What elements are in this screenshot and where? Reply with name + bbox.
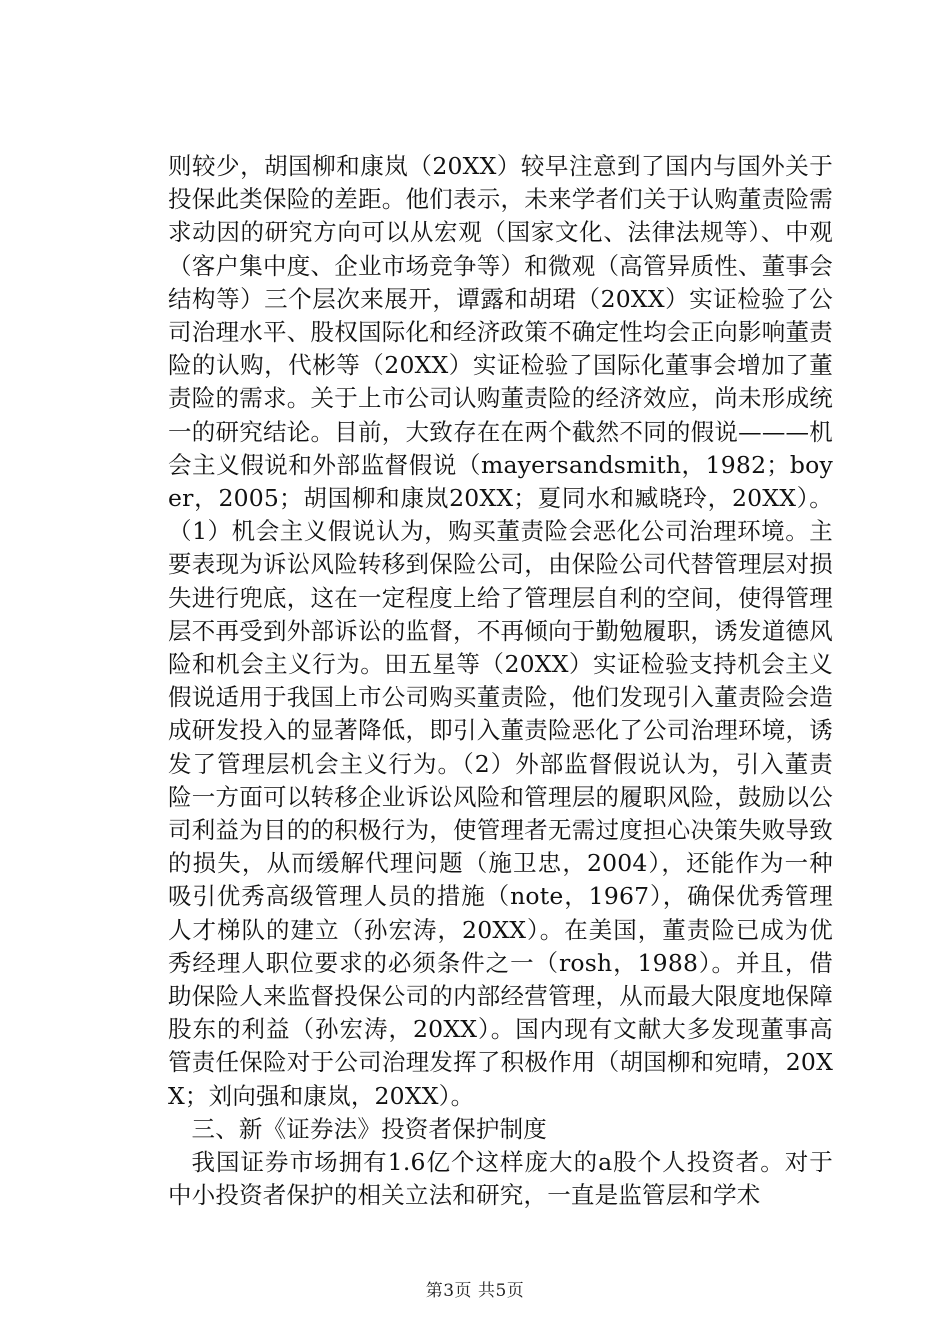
- document-body: [168, 150, 833, 1213]
- section-heading: 三、新《证券法》投资者保护制度: [191, 1114, 547, 1143]
- paragraph-continued: 则较少，胡国柳和康岚（20XX）较早注意到了国内与国外关于投保此类保险的差距。他们表示，未来学者们关于认购董责险需求动因的研究方向可以从宏观（国家文化、法律法规等）、中观（客户集中度、企业市场竞争等）和微观（高管异质性、董事会结构等）三个层次来展开，谭露和胡珺（20XX）实证检验了公司治理水平、股权国际化和经济政策不确定性均会正向影响董责险的认购，代彬等（20XX）实证检验了国际化董事会增加了董责险的需求。关于上市公司认购董责险的经济效应，尚未形成统一的研究结论。目前，大致存在在两个截然不同的假说———机会主义假说和外部监督假说（mayersandsmith，1982；boyer，2005；胡国柳和康岚20XX；夏同水和臧晓玲，20XX）。（1）机会主义假说认为，购买董责险会恶化公司治理环境。主要表现为诉讼风险转移到保险公司，由保险公司代替管理层对损失进行兜底，这在一定程度上给了管理层自利的空间，使得管理层不再受到外部诉讼的监督，不再倾向于勤勉履职，诱发道德风险和机会主义行为。田五星等（20XX）实证检验支持机会主义假说适用于我国上市公司购买董责险，他们发现引入董责险会造成研发投入的显著降低，即引入董责险恶化了公司治理环境，诱发了管理层机会主义行为。（2）外部监督假说认为，引入董责险一方面可以转移企业诉讼风险和管理层的履职风险，鼓励以公司利益为目的的积极行为，使管理者无需过度担心决策失败导致的损失，从而缓解代理问题（施卫忠，2004），还能作为一种吸引优秀高级管理人员的措施（note，1967），确保优秀管理人才梯队的建立（孙宏涛，20XX）。在美国，董责险已成为优秀经理人职位要求的必须条件之一（rosh，1988）。并且，借助保险人来监督投保公司的内部经营管理，从而最大限度地保障股东的利益（孙宏涛，20XX）。国内现有文献大多发现董事高管责任保险对于公司治理发挥了积极作用（胡国柳和宛晴，20XX；刘向强和康岚，20XX）。: [168, 152, 833, 1110]
- paragraph-investor-protection: 我国证券市场拥有1.6亿个这样庞大的a股个人投资者。对于中小投资者保护的相关立法和研究，一直是监管层和学术: [168, 1148, 833, 1210]
- page-footer: 第3页 共5页: [425, 1281, 525, 1301]
